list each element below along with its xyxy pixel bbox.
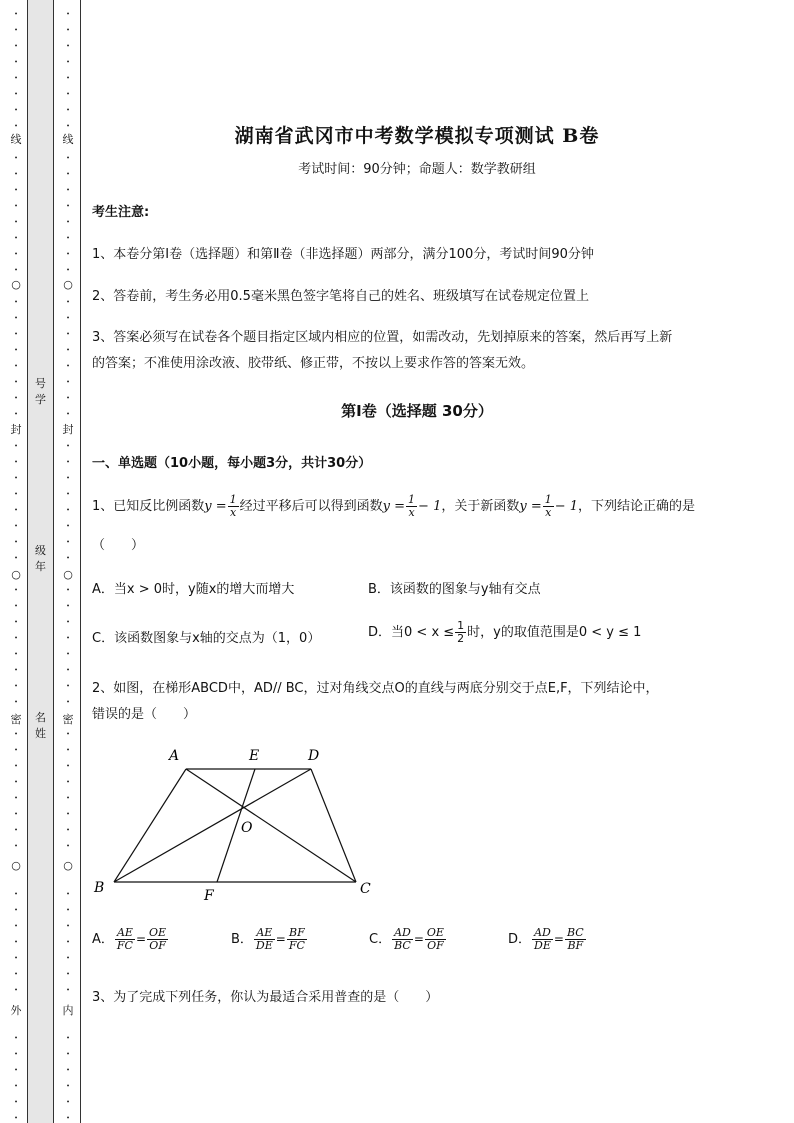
margin-border-line [80,0,81,1123]
binding-dot: • [66,27,70,34]
binding-dot: • [66,939,70,946]
exam-subtitle: 考试时间：90分钟；命题人：数学教研组 [298,162,536,177]
q1-y-eq-2: y = [382,499,406,514]
q2-left-den: DE [255,939,273,952]
q2-left-den: FC [116,939,133,952]
binding-dot: • [14,299,18,306]
q2-option-right-fraction [287,927,307,952]
binding-dot: • [66,1067,70,1074]
q2-right-den: FC [288,939,305,952]
left-mark-feng: 封 [10,423,22,436]
binding-dot: • [14,747,18,754]
binding-dot: • [66,299,70,306]
binding-dot: • [66,491,70,498]
binding-dot: • [66,635,70,642]
binding-dot: • [66,75,70,82]
binding-dot: • [14,827,18,834]
q2-option-right-fraction [565,927,586,952]
q2-option-label: A． [92,932,114,947]
q1-option-d-den: 2 [457,632,465,645]
binding-dot: • [66,379,70,386]
binding-dot: • [66,555,70,562]
question-3-stem: 3、为了完成下列任务，你认为最适合采用普查的是（ ） [92,990,439,1005]
notice-item-1: 1、本卷分第I卷（选择题）和第Ⅱ卷（非选择题）两部分，满分100分，考试时间90分钟 [92,247,594,262]
right-mark-feng: 封 [62,423,74,436]
q2-option-a [92,927,169,952]
binding-dot: • [14,843,18,850]
binding-dot: • [66,763,70,770]
binding-dot: • [14,187,18,194]
binding-dot: • [66,11,70,18]
binding-dot: • [14,1067,18,1074]
binding-dot: • [66,747,70,754]
binding-dot: • [66,827,70,834]
binding-dot: • [66,235,70,242]
binding-dot: • [14,811,18,818]
q1-option-c: C．该函数图象与x轴的交点为（1，0） [92,631,321,646]
q1-text-2: 经过平移后可以得到函数 [239,499,383,514]
binding-dot: • [66,267,70,274]
binding-dot: • [66,43,70,50]
q1-option-d-part2: 时，y的取值范围是0 < y ≤ 1 [467,625,642,640]
binding-dot: • [14,731,18,738]
binding-dot: • [14,235,18,242]
binding-dot: • [14,75,18,82]
q2-right-num: OE [149,926,167,939]
binding-dot: • [66,987,70,994]
binding-dot: • [66,651,70,658]
name-label [28,710,53,742]
left-mark-circle: ○ [11,278,21,291]
binding-dot: • [14,203,18,210]
grade-text: 级年 [35,544,46,573]
q2-right-num: OE [426,926,444,939]
q1-frac1-num: 1 [229,493,237,506]
notice-item-3: 3、答案必须写在试卷各个题目指定区域内相应的位置，如需改动，先划掉原来的答案，然后再写上新 [92,330,673,345]
binding-dot: • [14,171,18,178]
q1-option-d-part1: D．当0 < x ≤ [368,625,455,640]
question-2-stem-cont: 错误的是（ ） [92,707,197,722]
binding-dot: • [14,683,18,690]
binding-dot: • [66,779,70,786]
right-mark-circle: ○ [63,859,73,872]
binding-dot: • [66,507,70,514]
trapezoid-figure [92,740,392,910]
binding-dot: • [14,651,18,658]
q2-option-equals: = [135,932,147,946]
q1-frac3-num: 1 [544,493,552,506]
q1-minus-1a: − 1 [418,499,442,514]
q2-option-right-fraction [425,927,446,952]
q2-option-b [231,927,308,952]
q1-option-d-fraction [455,620,466,645]
binding-dot: • [14,379,18,386]
left-mark-circle: ○ [11,568,21,581]
binding-dot: • [66,347,70,354]
binding-dot: • [66,523,70,530]
q2-left-num: AD [532,927,553,940]
exam-title: 湖南省武冈市中考数学模拟专项测试 B卷 [234,125,600,147]
binding-dot: • [14,219,18,226]
q1-frac3-den: x [545,506,552,519]
point-f-label: F [204,888,214,904]
question-1-stem [92,494,695,519]
q1-fraction-3 [543,494,554,519]
binding-dot: • [14,971,18,978]
binding-dot: • [66,891,70,898]
left-binding-column [6,0,26,1123]
binding-dot: • [14,315,18,322]
binding-dot: • [14,443,18,450]
binding-dot: • [66,363,70,370]
binding-dot: • [14,523,18,530]
binding-dot: • [14,43,18,50]
binding-dot: • [14,923,18,930]
binding-dot: • [66,811,70,818]
binding-dot: • [14,411,18,418]
section-title: 第I卷（选择题 30分） [341,402,493,420]
binding-dot: • [14,587,18,594]
binding-dot: • [14,27,18,34]
notice-heading: 考生注意: [92,205,150,220]
binding-dot: • [14,763,18,770]
binding-dot: • [14,107,18,114]
q1-minus-1b: − 1 [554,499,579,514]
binding-dot: • [66,667,70,674]
q1-text-4: ，下列结论正确的是 [578,499,696,514]
point-e-label: E [249,748,260,764]
q2-left-num: AD [394,926,411,939]
binding-dot: • [14,59,18,66]
point-d-label: D [308,748,320,764]
q1-y-eq-3: y = [519,499,542,514]
q2-option-left-fraction [392,927,413,952]
binding-dot: • [66,171,70,178]
q1-y-eq-1: y = [204,499,227,514]
binding-dot: • [66,203,70,210]
q1-fraction-1 [228,494,239,519]
q1-text-3: ，关于新函数 [441,499,520,514]
q2-option-left-fraction [115,927,135,952]
q2-option-c [369,927,447,952]
q1-frac2-num: 1 [408,493,416,506]
q2-option-equals: = [413,932,424,946]
q1-text-1: 1、已知反比例函数 [92,499,205,514]
binding-dot: • [14,363,18,370]
binding-dot: • [14,251,18,258]
binding-dot: • [66,315,70,322]
left-mark-xian: 线 [10,133,22,146]
binding-dot: • [14,907,18,914]
q2-option-label: D． [508,932,532,947]
binding-dot: • [66,1115,70,1122]
binding-dot: • [66,907,70,914]
binding-dot: • [14,11,18,18]
binding-dot: • [66,331,70,338]
binding-dot: • [66,795,70,802]
point-o-label: O [241,820,253,836]
point-c-label: C [360,881,371,897]
binding-dot: • [14,347,18,354]
binding-dot: • [14,1099,18,1106]
left-mark-circle: ○ [11,859,21,872]
binding-dot: • [66,955,70,962]
binding-dot: • [14,1083,18,1090]
q1-option-d-num: 1 [457,619,465,632]
q2-right-den: OF [149,939,166,952]
q2-option-d [508,927,587,952]
right-mark-xian: 线 [62,133,74,146]
binding-dot: • [14,123,18,130]
binding-dot: • [66,843,70,850]
q2-option-label: B． [231,932,253,947]
q2-right-num: BF [287,927,307,940]
binding-dot: • [14,603,18,610]
binding-dot: • [14,1051,18,1058]
point-b-label: B [94,880,105,896]
grade-label [28,543,53,575]
binding-dot: • [66,1083,70,1090]
binding-dot: • [66,1099,70,1106]
binding-dot: • [14,939,18,946]
left-mark-mi: 密 [10,713,22,726]
binding-dot: • [14,955,18,962]
binding-dot: • [14,475,18,482]
binding-dot: • [66,587,70,594]
binding-dot: • [66,107,70,114]
binding-dot: • [14,891,18,898]
point-a-label: A [169,748,180,764]
binding-dot: • [14,619,18,626]
binding-dot: • [66,395,70,402]
binding-dot: • [66,539,70,546]
binding-dot: • [66,411,70,418]
binding-dot: • [14,1115,18,1122]
binding-dot: • [14,555,18,562]
binding-dot: • [14,91,18,98]
q2-option-equals: = [553,932,564,946]
q2-left-num: AE [254,927,275,940]
binding-dot: • [66,459,70,466]
binding-dot: • [66,219,70,226]
binding-dot: • [66,59,70,66]
binding-dot: • [14,987,18,994]
left-mark-wai: 外 [10,1004,22,1017]
q1-answer-paren: （ ） [92,538,145,553]
right-mark-mi: 密 [62,713,74,726]
binding-dot: • [66,699,70,706]
q2-right-den: OF [427,939,444,952]
q1-option-d [368,620,641,645]
q2-left-num: AE [115,927,135,940]
binding-dot: • [66,619,70,626]
binding-dot: • [66,923,70,930]
right-binding-column [58,0,78,1123]
q2-left-den: DE [534,939,551,952]
binding-dot: • [66,187,70,194]
binding-dot: • [66,1051,70,1058]
q2-left-den: BC [394,939,411,952]
binding-dot: • [14,779,18,786]
binding-dot: • [14,331,18,338]
binding-dot: • [14,667,18,674]
q2-option-label: C． [369,932,392,947]
binding-dot: • [14,267,18,274]
binding-dot: • [14,539,18,546]
side-ab [114,769,186,882]
binding-dot: • [14,395,18,402]
binding-dot: • [66,123,70,130]
right-mark-nei: 内 [62,1004,74,1017]
binding-dot: • [14,155,18,162]
q1-option-b: B．该函数的图象与y轴有交点 [368,582,541,597]
part-heading: 一、单选题（10小题，每小题3分，共计30分） [92,456,372,471]
binding-dot: • [14,491,18,498]
binding-dot: • [66,971,70,978]
name-text: 名姓 [35,711,46,740]
binding-dot: • [66,91,70,98]
q2-option-left-fraction [532,927,553,952]
binding-dot: • [66,251,70,258]
q2-option-equals: = [275,932,286,946]
binding-dot: • [14,635,18,642]
q1-frac2-den: x [408,506,415,519]
notice-item-2: 2、答卷前，考生务必用0.5毫米黑色签字笔将自己的姓名、班级填写在试卷规定位置上 [92,289,589,304]
binding-dot: • [66,731,70,738]
question-2-stem: 2、如图，在梯形ABCD中，AD// BC，过对角线交点O的直线与两底分别交于点E,F，下列结论中， [92,681,659,696]
binding-dot: • [66,1035,70,1042]
q1-fraction-2 [406,494,417,519]
binding-dot: • [66,603,70,610]
q2-right-num: BC [566,926,584,939]
notice-item-3-cont: 的答案；不准使用涂改液、胶带纸、修正带，不按以上要求作答的答案无效。 [92,356,535,371]
binding-dot: • [14,1035,18,1042]
student-number-label [28,376,53,408]
right-mark-circle: ○ [63,568,73,581]
binding-dot: • [66,443,70,450]
binding-dot: • [66,683,70,690]
q2-option-left-fraction [254,927,275,952]
binding-dot: • [14,507,18,514]
q1-option-a: A．当x > 0时，y随x的增大而增大 [92,582,295,597]
right-mark-circle: ○ [63,278,73,291]
binding-dot: • [14,459,18,466]
binding-dot: • [66,155,70,162]
q2-option-right-fraction [147,927,168,952]
side-dc [311,769,356,882]
binding-dot: • [66,475,70,482]
student-number-text: 号学 [35,377,46,406]
q2-right-den: BF [567,939,584,952]
binding-dot: • [14,699,18,706]
q1-frac1-den: x [230,506,237,519]
binding-dot: • [14,795,18,802]
